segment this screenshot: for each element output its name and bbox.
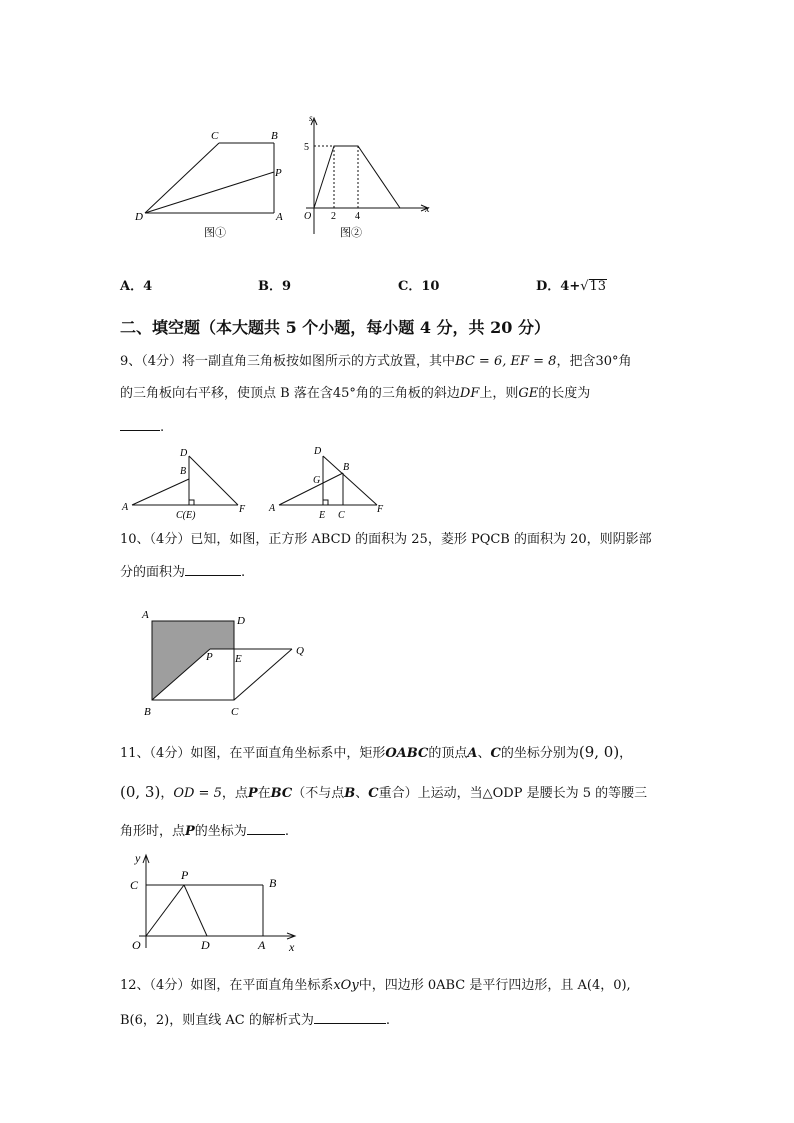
- section-2-title: 二、填空题（本大题共 5 个小题，每小题 4 分，共 20 分）: [120, 318, 550, 337]
- q11-coord-a: (9, 0): [578, 743, 620, 761]
- fig2-axis-s: s: [309, 113, 313, 123]
- q10-figure: [138, 603, 313, 718]
- fig1-caption: 图①: [204, 227, 226, 239]
- option-d-prefix: D．4+: [536, 279, 581, 294]
- q9r-label-g: G: [313, 475, 321, 486]
- fig1-label-b: B: [271, 130, 278, 142]
- option-b: B．9: [258, 279, 292, 294]
- q11-math-bc: BC: [270, 786, 293, 801]
- option-c: C．10: [398, 279, 440, 294]
- q9-text-2: ，把含: [556, 354, 596, 369]
- q10-number: 10、（4分）: [120, 532, 191, 547]
- q11-math-c2: C: [368, 786, 379, 801]
- option-d: [536, 275, 607, 294]
- q9-figure-left: [118, 442, 253, 522]
- q11-math-oabc: OABC: [385, 746, 429, 761]
- q10-label-c: C: [231, 706, 239, 718]
- fig2-origin: O: [304, 211, 312, 222]
- q9r-label-a: A: [269, 503, 276, 514]
- fig2-tick-5: 5: [304, 142, 309, 153]
- q9-text-3: 角: [618, 354, 632, 369]
- q11-comma-2: ，: [160, 786, 174, 801]
- option-d-radicand: 13: [589, 279, 607, 294]
- fig1-label-c: C: [211, 130, 219, 142]
- q10-text-1: 已知，如图，正方形 ABCD 的面积为 25，菱形 PQCB 的面积为 20，则阴影部: [190, 532, 652, 547]
- q9-text-7: 的长度为: [538, 386, 591, 401]
- q12-answer-blank: [314, 1009, 386, 1024]
- q10-label-p: P: [206, 651, 213, 663]
- q11-text-6: （不与点: [292, 786, 345, 801]
- fig2-tick-2: 2: [331, 211, 336, 222]
- q9r-label-f: F: [377, 504, 384, 515]
- q9l-label-f: F: [239, 504, 246, 515]
- q11-text-7: 重合）上运动，当△ODP 是腰长为 5 的等腰三: [378, 786, 648, 801]
- q9-answer-line: [120, 416, 164, 438]
- q9-math-45: 45°: [332, 386, 356, 401]
- q9-text-1: 将一副直角三角板按如图所示的方式放置，其中: [182, 354, 456, 369]
- sqrt-icon: √: [580, 279, 589, 294]
- q9r-label-e: E: [319, 510, 326, 521]
- q10-label-q: Q: [296, 645, 304, 657]
- q10-label-e: E: [235, 653, 242, 665]
- q11-math-p2: P: [185, 824, 195, 839]
- q11-label-y: y: [135, 851, 141, 865]
- q11-text-4: ，点: [221, 786, 248, 801]
- q11-text-1: 如图，在平面直角坐标系中，矩形: [190, 746, 386, 761]
- fig2-tick-4: 4: [355, 211, 360, 222]
- q10-label-b: B: [144, 706, 151, 718]
- q11-label-p: P: [181, 868, 189, 882]
- q10-line-2: [120, 561, 245, 583]
- q9-text-6: 上，则: [479, 386, 519, 401]
- q9r-label-d: D: [314, 446, 322, 457]
- fig1-label-a: A: [276, 211, 283, 223]
- q12-end: .: [385, 1013, 390, 1028]
- fig2-caption: 图②: [340, 227, 362, 239]
- figure-1-trapezoid: [125, 125, 300, 240]
- q11-label-b: B: [269, 876, 277, 890]
- q9-math-30: 30°: [595, 354, 619, 369]
- q9-text-4: 的三角板向右平移，使顶点 B 落在含: [120, 386, 333, 401]
- q12-line-1: [120, 976, 631, 996]
- q11-answer-blank: [247, 820, 285, 835]
- q11-number: 11、（4分）: [120, 746, 191, 761]
- q12-math-xoy: xOy: [333, 978, 359, 993]
- q10-answer-blank: [185, 561, 241, 576]
- q11-sep: 、: [477, 746, 491, 761]
- q12-number: 12、（4分）: [120, 978, 191, 993]
- q9-math-df: DF: [459, 386, 480, 401]
- q9-line-2: [120, 384, 590, 404]
- q11-line-1: [120, 742, 632, 764]
- q11-label-d: D: [201, 938, 210, 952]
- q12-text-3: B(6，2)，则直线 AC 的解析式为: [120, 1013, 314, 1028]
- q11-text-5: 在: [257, 786, 271, 801]
- option-a: A．4: [120, 279, 153, 294]
- q11-math-b: B: [344, 786, 356, 801]
- q10-label-a: A: [142, 609, 149, 621]
- q9l-label-b: B: [180, 466, 187, 477]
- q11-label-a: A: [258, 938, 266, 952]
- fig2-axis-x: x: [425, 204, 430, 215]
- q11-label-x: x: [289, 940, 295, 954]
- q9r-label-b: B: [343, 462, 350, 473]
- q11-math-p: P: [247, 786, 258, 801]
- q9r-label-c: C: [338, 510, 345, 521]
- q11-sep-2: 、: [355, 786, 369, 801]
- q9-math-bc-ef: BC = 6, EF = 8: [455, 354, 557, 369]
- q11-comma: ，: [619, 746, 633, 761]
- q11-line-2: [120, 782, 647, 804]
- fig1-label-p: P: [275, 167, 282, 179]
- q12-text-2: 中，四边形 0ABC 是平行四边形，且 A(4，0),: [358, 978, 631, 993]
- q10-end: .: [241, 565, 246, 580]
- q9-number: 9、（4分）: [120, 354, 183, 369]
- q11-label-o: O: [132, 938, 141, 952]
- q11-math-a: A: [467, 746, 478, 761]
- q11-figure: [125, 850, 305, 955]
- q11-math-c: C: [490, 746, 501, 761]
- q12-text-1: 如图，在平面直角坐标系: [190, 978, 334, 993]
- q11-coord-c: (0, 3): [120, 783, 161, 801]
- q9-math-ge: GE: [518, 386, 539, 401]
- q10-text-2: 分的面积为: [120, 565, 186, 580]
- fig1-label-d: D: [135, 211, 143, 223]
- q11-label-c: C: [130, 878, 139, 892]
- q9-line-1: [120, 352, 632, 372]
- figure-2-graph: [300, 112, 440, 240]
- q11-line-3: [120, 820, 289, 842]
- q11-end: .: [284, 824, 289, 839]
- q9l-label-a: A: [122, 502, 129, 513]
- q9-end: .: [160, 420, 165, 435]
- q11-math-od: OD = 5: [173, 786, 222, 801]
- q9-text-5: 角的三角板的斜边: [355, 386, 460, 401]
- q11-text-2: 的顶点: [428, 746, 468, 761]
- q9l-label-d: D: [180, 448, 188, 459]
- q9-answer-blank: [120, 416, 160, 431]
- q12-line-2: [120, 1009, 390, 1031]
- q9-figure-right: [265, 440, 390, 522]
- q11-text-8: 角形时，点: [120, 824, 186, 839]
- q11-text-3: 的坐标分别为: [500, 746, 579, 761]
- q9l-label-ce: C(E): [176, 510, 196, 521]
- q10-line-1: [120, 530, 652, 550]
- q10-label-d: D: [237, 615, 245, 627]
- q11-text-9: 的坐标为: [194, 824, 247, 839]
